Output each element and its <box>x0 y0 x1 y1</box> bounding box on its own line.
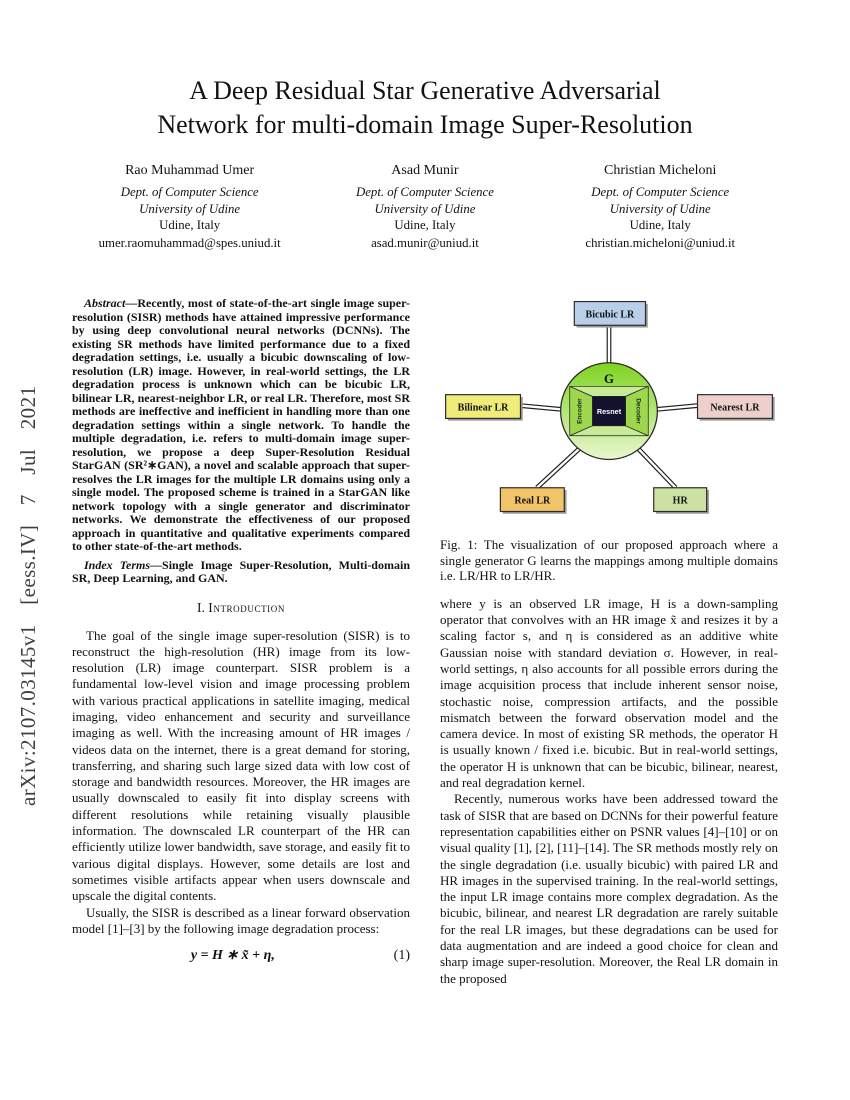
abstract-lead: Abstract— <box>84 296 138 310</box>
intro-paragraph-2: Usually, the SISR is described as a linear forward observation model [1]–[3] by the following image degradation process: <box>72 904 410 936</box>
body-paragraph-where: where y is an observed LR image, H is a down-sampling operator that convolves with an HR image x̃ and resizes it by a scaling factor s, and η is considered as an additive white Gaussian noise with standard deviation σ. However, in real-world settings, η also accounts for all possible errors during the image acquisition process that include inherent sensor noise, stochastic noise, compression artifacts, and the possible mismatch between the forward observation model and the camera device. In most of existing SR methods, the operator H is usually known / fixed i.e. bicubic. But in real-world settings, the operator H is unknown that can be bicubic, bilinear, nearest, and real degradation kernel. <box>440 595 778 791</box>
author-block-3 <box>543 162 778 252</box>
index-terms <box>72 559 410 586</box>
resnet-label: Resnet <box>596 406 622 416</box>
author-row <box>72 162 778 252</box>
left-column <box>72 297 410 964</box>
author-city: Udine, Italy <box>394 218 456 233</box>
right-column <box>440 297 778 987</box>
author-name: Christian Micheloni <box>604 163 717 178</box>
author-block-1 <box>72 162 307 252</box>
equation-number: (1) <box>393 947 410 963</box>
encoder-decoder-block <box>570 386 648 435</box>
author-dept: Dept. of Computer Science <box>120 185 259 200</box>
paper-title-line-1: A Deep Residual Star Generative Adversarial <box>189 76 661 105</box>
decoder-label: Decoder <box>634 398 642 424</box>
nearest-label: Nearest LR <box>710 402 760 414</box>
hr-label: HR <box>672 495 688 507</box>
index-terms-lead: Index Terms— <box>84 557 163 572</box>
abstract-text: Recently, most of state-of-the-art single image super-resolution (SISR) methods have attained impressive performance by using deep convolutional neural networks (DCNNs). The existing SR methods have limited performance due to a fixed degradation settings, i.e. usually a bicubic downscaling of low-resolution (LR) image. However, in real-world settings, the LR degradation process is unknown which can be bicubic LR, bilinear LR, nearest-neighbor LR, or real LR. Therefore, most SR methods are ineffective and inefficient in handling more than one degradation settings within a single network. To handle the multiple degradation, i.e. refers to multi-domain image super-resolution, we propose a deep Super-Resolution Residual StarGAN (SR²∗GAN), a novel and scalable approach that super-resolves the LR images for the multiple LR domains using only a single model. The proposed scheme is trained in a StarGAN like network topology with a single generator and discriminator networks. We demonstrate the effectiveness of our proposed approach in quantitative and qualitative experiments compared to other state-of-the-art methods. <box>72 296 410 553</box>
equation-1 <box>72 947 410 964</box>
paper-title <box>0 74 850 143</box>
index-terms-text: Single Image Super-Resolution, Multi-domain SR, Deep Learning, and GAN. <box>72 557 410 585</box>
star-topology-diagram <box>440 297 778 527</box>
domain-box-nearest <box>698 395 775 421</box>
encoder-label: Encoder <box>576 398 584 424</box>
intro-paragraph-1: The goal of the single image super-resolution (SISR) is to reconstruct the high-resolution (HR) image from its low-resolution (LR) image counterpart. SISR problem is a fundamental low-level vision and image processing problem with various practical applications in satellite imaging, medical imaging, video enhancement and security and surveillance imaging as well. With the increasing amount of HR images / videos data on the internet, there is a great demand for storing, transferring, and sharing such large sized data with low cost of storage and bandwidth resources. Moreover, the HR images are usually downscaled to easily fit into display screens with different resolutions while retaining visually plausible information. The downscaled LR counterpart of the HR can efficiently utilize lower bandwidth, save storage, and easily fit to various digital displays. However, some details are lost and sometimes visible artifacts appear when users downscale and upscale the digital contents. <box>72 627 410 904</box>
domain-box-bilinear <box>446 395 523 421</box>
section-number: I. <box>197 599 205 615</box>
author-city: Udine, Italy <box>159 218 221 233</box>
author-univ: University of Udine <box>609 201 711 216</box>
paper-title-line-2: Network for multi-domain Image Super-Resolution <box>157 110 693 140</box>
body-paragraph-recently: Recently, numerous works have been addressed toward the task of SISR that are based on DCNNs for their powerful feature representation capabilities either on PSNR values [4]–[10] or on visual quality [1], [2], [11]–[14]. The SR methods mostly rely on the single degradation (i.e. usually bicubic) with paired LR and HR images in the supervised training. In the real-world settings, the input LR image contains more complex degradation. As the bicubic, bilinear, and nearest LR degradation are rarely suitable for the real LR images, but these degradations can be used for data augmentation and are indeed a good choice for clean and sharp image super-resolution. Moreover, the Real LR domain in the proposed <box>440 791 778 986</box>
real-label: Real LR <box>514 495 551 507</box>
domain-box-hr <box>654 488 709 514</box>
section-title: Introduction <box>208 599 285 615</box>
generator-label: G <box>604 371 614 386</box>
bicubic-label: Bicubic LR <box>585 309 635 321</box>
domain-box-bicubic <box>574 302 647 328</box>
figure-caption <box>440 537 778 584</box>
author-city: Udine, Italy <box>629 218 691 233</box>
figure-caption-label: Fig. 1: <box>440 537 478 552</box>
abstract <box>72 297 410 554</box>
author-block-2 <box>307 162 542 252</box>
domain-box-real <box>500 488 566 514</box>
author-dept: Dept. of Computer Science <box>356 185 494 200</box>
author-univ: University of Udine <box>374 201 476 216</box>
author-email: asad.munir@uniud.it <box>371 236 479 251</box>
author-univ: University of Udine <box>139 201 241 216</box>
author-email: christian.micheloni@uniud.it <box>585 236 736 251</box>
figure-caption-text: The visualization of our proposed approach where a single generator G learns the mappings among multiple domains i.e. LR/HR to LR/HR. <box>440 537 778 584</box>
arxiv-watermark: arXiv:2107.03145v1 [eess.IV] 7 Jul 2021 <box>16 385 40 806</box>
bilinear-label: Bilinear LR <box>457 402 509 414</box>
figure-1 <box>440 297 778 527</box>
equation-body: y = H ∗ x̃ + η, <box>190 948 275 964</box>
author-email: umer.raomuhammad@spes.uniud.it <box>98 236 281 251</box>
author-name: Asad Munir <box>391 163 459 178</box>
section-heading-introduction <box>72 600 410 616</box>
author-name: Rao Muhammad Umer <box>125 163 255 178</box>
author-dept: Dept. of Computer Science <box>591 185 730 200</box>
